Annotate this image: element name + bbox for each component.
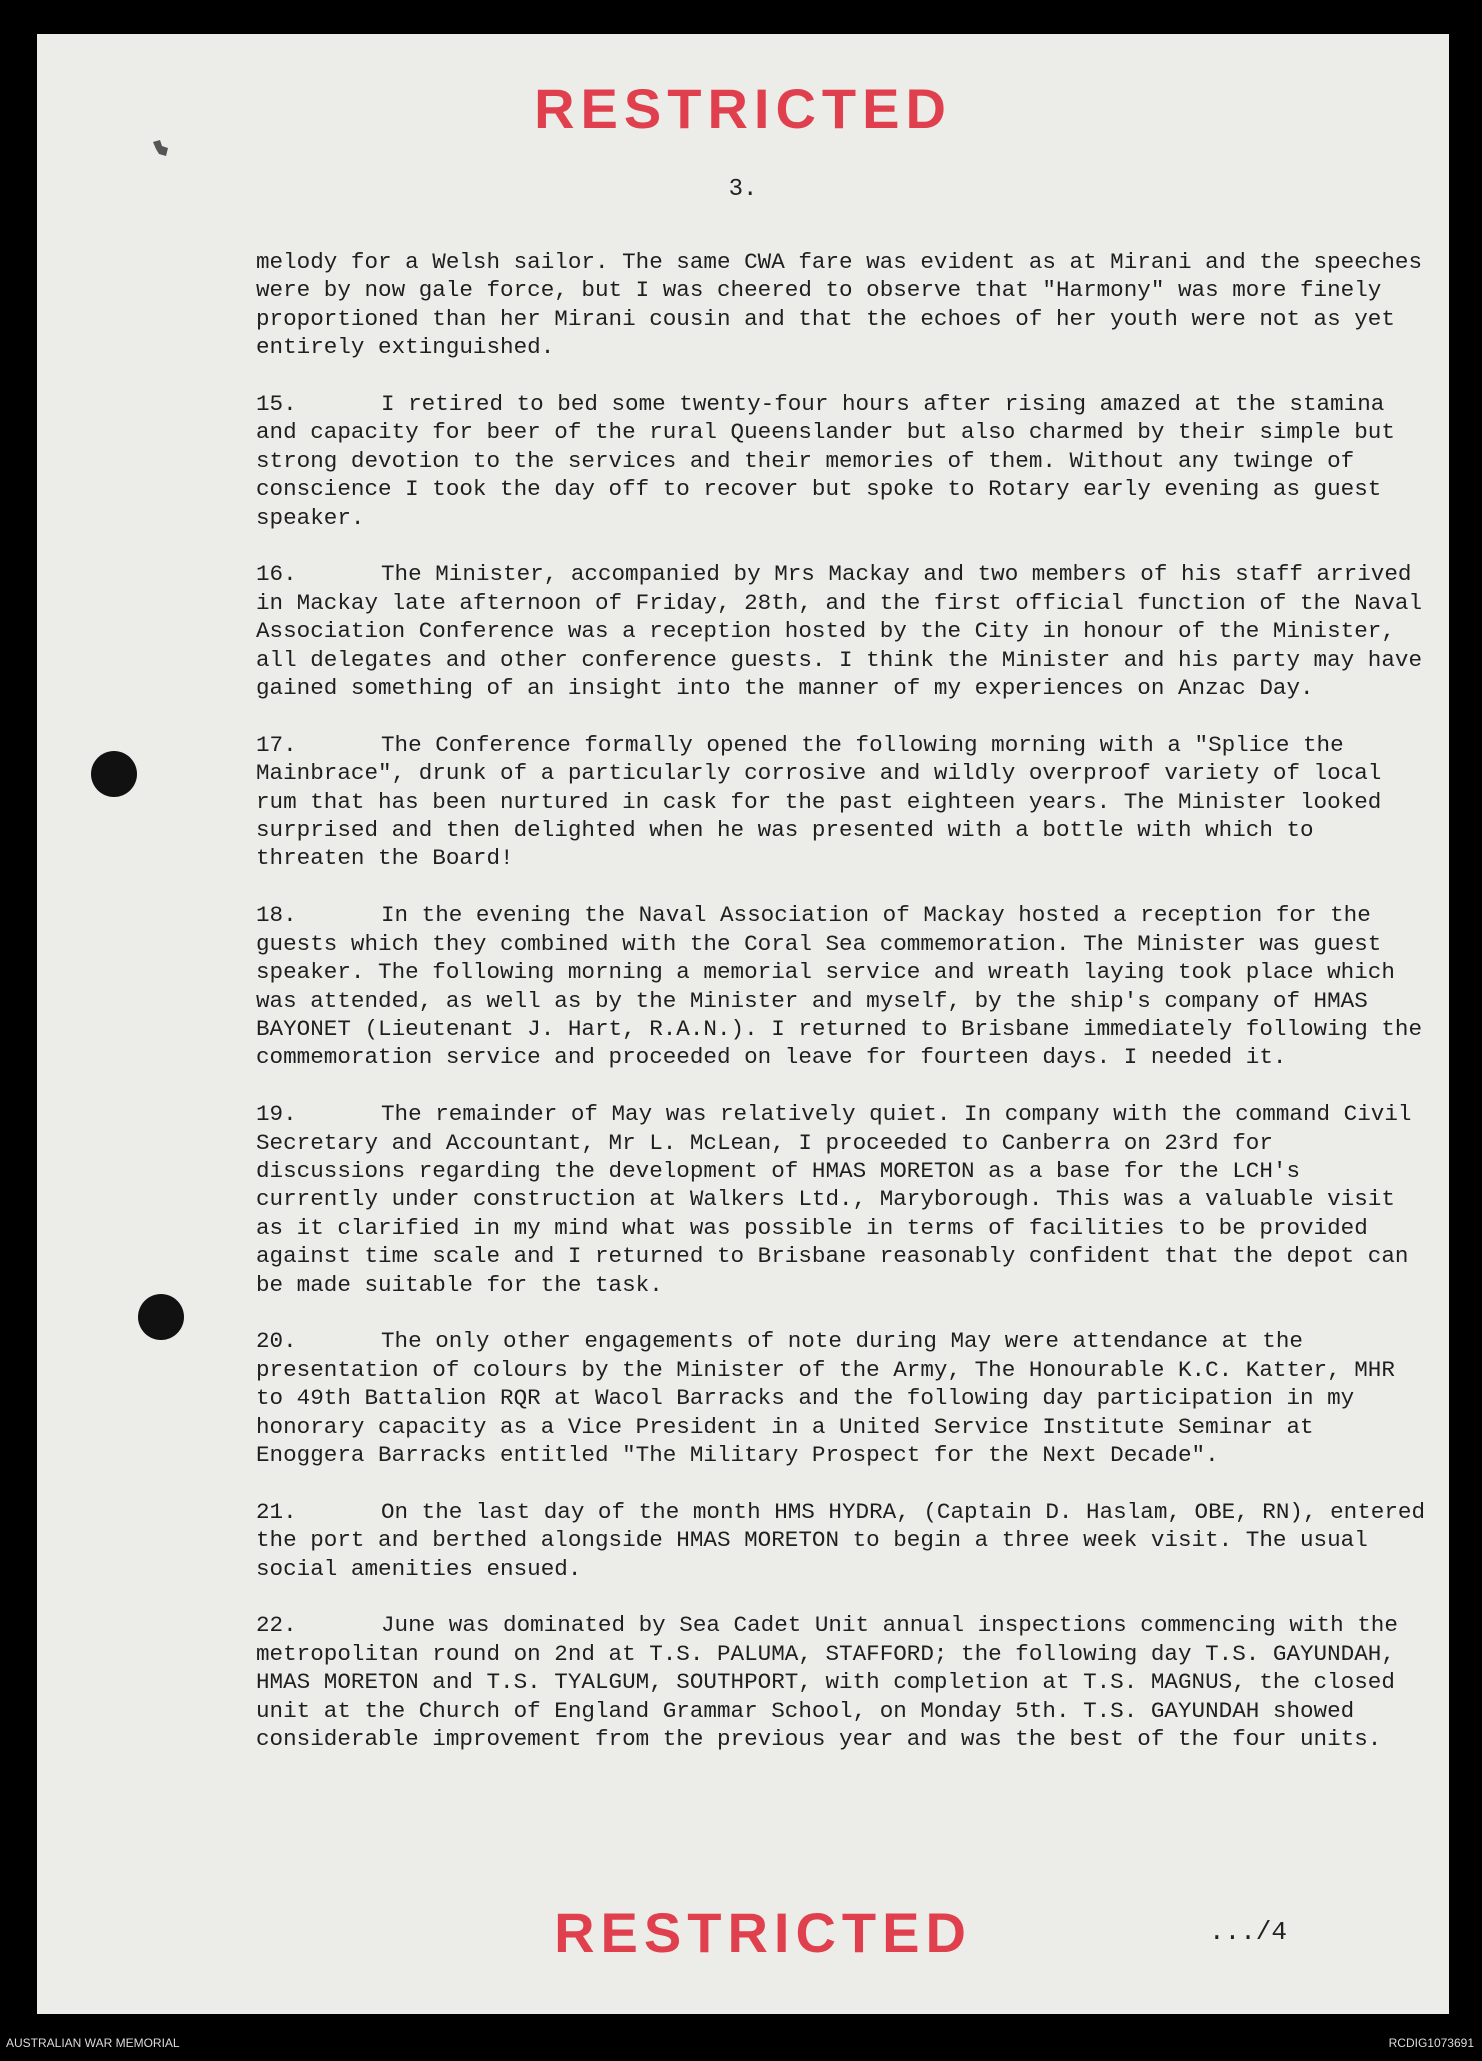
paragraph-number: 17. [256, 731, 297, 758]
paragraph-number: 19. [256, 1101, 297, 1128]
paragraph-number: 18. [256, 902, 297, 929]
paragraph-number: 16. [256, 561, 297, 588]
paragraph-17: 17. The Conference formally opened the following morning with a "Splice the Mainbrace", drunk of a particularly corrosive and wildly overproof variety of local rum that has been nurtured in cask for the past eighteen years. The Minister looked surprised and then delighted when he was presented with a bottle with which to threaten the Board! [256, 731, 1382, 872]
continued-marker: .../4 [1209, 1917, 1288, 1947]
paragraph-number: 20. [256, 1328, 297, 1355]
paragraph-16: 16. The Minister, accompanied by Mrs Mackay and two members of his staff arrived in Mackay late afternoon of Friday, 28th, and the first official function of the Naval Association Conference was a reception hosted by the City in honour of the Minister, all delegates and other conference guests. I think the Minister and his party may have gained something of an insight into the manner of my experiences on Anzac Day. [256, 561, 1423, 702]
restricted-stamp-top: RESTRICTED [534, 77, 952, 140]
paragraph-15: 15. I retired to bed some twenty-four hours after rising amazed at the stamina and capacity for beer of the rural Queenslander but also charmed by their simple but strong devotion to the services and their memories of them. Without any twinge of conscience I took the day off to recover but spoke to Rotary early evening as guest speaker. [256, 391, 1395, 531]
punch-hole-icon [91, 751, 137, 797]
archive-id: RCDIG1073691 [1388, 2036, 1474, 2050]
paragraph-number: 22. [256, 1612, 297, 1639]
paragraph-20: 20. The only other engagements of note during May were attendance at the presentation of colours by the Minister of the Army, The Honourable K.C. Katter, MHR to 49th Battalion RQR at Wacol Barracks and the following day participation in my honorary capacity as a Vice President in a United Service Institute Seminar at Enoggera Barracks entitled "The Military Prospect for the Next Decade". [256, 1328, 1395, 1468]
paragraph-18: 18. In the evening the Naval Association of Mackay hosted a reception for the guests which they combined with the Coral Sea commemoration. The Minister was guest speaker. The following morning a memorial service and wreath laying took place which was attended, as well as by the Minister and myself, by the ship's company of HMAS BAYONET (Lieutenant J. Hart, R.A.N.). I returned to Brisbane immediately following the commemoration service and proceeded on leave for fourteen days. I needed it. [256, 902, 1423, 1071]
paragraph-19: 19. The remainder of May was relatively quiet. In company with the command Civil Secretary and Accountant, Mr L. McLean, I proceeded to Canberra on 23rd for discussions regarding the development of HMAS MORETON as a base for the LCH's currently under construction at Walkers Ltd., Maryborough. This was a valuable visit as it clarified in my mind what was possible in terms of facilities to be provided against time scale and I returned to Brisbane reasonably confident that the depot can be made suitable for the task. [256, 1101, 1412, 1298]
paragraph-number: 21. [256, 1498, 297, 1525]
staple-mark-icon [150, 138, 172, 160]
paragraph-21: 21. On the last day of the month HMS HYDRA, (Captain D. Haslam, OBE, RN), entered the port and berthed alongside HMAS MORETON to begin a three week visit. The usual social amenities ensued. [256, 1498, 1426, 1582]
archive-credit: AUSTRALIAN WAR MEMORIAL [6, 2036, 180, 2050]
page-number: 3. [728, 176, 758, 203]
paragraph-number: 15. [256, 391, 297, 418]
paragraph-continuation: melody for a Welsh sailor. The same CWA fare was evident as at Mirani and the speeches were by now gale force, but I was cheered to observe that "Harmony" was more finely proportioned than her Mirani cousin and that the echoes of her youth were not as yet entirely extinguished. [256, 249, 1423, 361]
document-page [37, 34, 1449, 2014]
report-body [256, 248, 1431, 1782]
paragraph-22: 22. June was dominated by Sea Cadet Unit annual inspections commencing with the metropolitan round on 2nd at T.S. PALUMA, STAFFORD; the following day T.S. GAYUNDAH, HMAS MORETON and T.S. TYALGUM, SOUTHPORT, with completion at T.S. MAGNUS, the closed unit at the Church of England Grammar School, on Monday 5th. T.S. GAYUNDAH showed considerable improvement from the previous year and was the best of the four units. [256, 1612, 1398, 1752]
restricted-stamp-bottom: RESTRICTED [554, 1901, 972, 1964]
punch-hole-icon [138, 1294, 184, 1340]
